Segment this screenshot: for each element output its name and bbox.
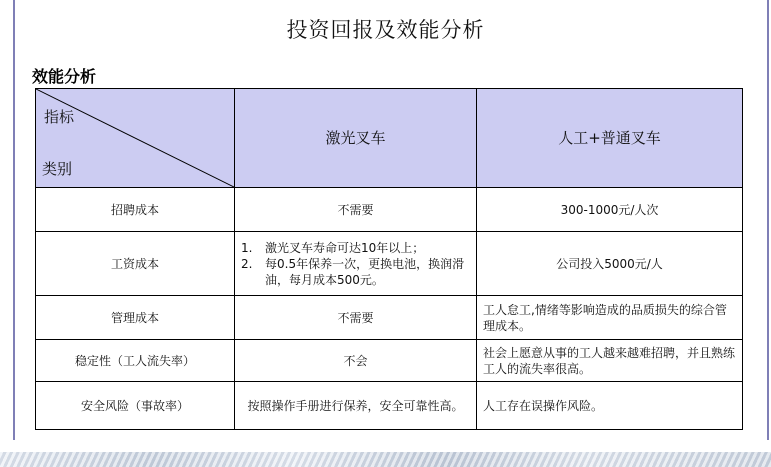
laser-cell <box>235 232 477 296</box>
manual-cell: 工人怠工,情绪等影响造成的品质损失的综合管理成本。 <box>477 296 743 340</box>
laser-cell: 不会 <box>235 340 477 382</box>
list-item <box>241 240 470 256</box>
column-header-laser-forklift: 激光叉车 <box>235 89 477 188</box>
list-number: 1. <box>241 240 253 255</box>
table-header-row <box>36 89 743 188</box>
table-row <box>36 340 743 382</box>
manual-cell: 300-1000元/人次 <box>477 188 743 232</box>
list-text: 每0.5年保养一次，更换电池，换润滑油，每月成本500元。 <box>265 256 465 287</box>
table-row <box>36 382 743 430</box>
laser-cell: 不需要 <box>235 188 477 232</box>
efficiency-table <box>35 88 743 430</box>
row-category: 工资成本 <box>36 232 235 296</box>
table-row <box>36 296 743 340</box>
manual-cell: 公司投入5000元/人 <box>477 232 743 296</box>
row-category: 安全风险（事故率） <box>36 382 235 430</box>
laser-cell: 按照操作手册进行保养，安全可靠性高。 <box>235 382 477 430</box>
footer-decor-band <box>0 452 771 467</box>
laser-cell: 不需要 <box>235 296 477 340</box>
table-row <box>36 232 743 296</box>
row-category: 招聘成本 <box>36 188 235 232</box>
corner-category-label: 类别 <box>42 160 73 178</box>
column-header-manual-forklift: 人工+普通叉车 <box>477 89 743 188</box>
manual-cell: 人工存在误操作风险。 <box>477 382 743 430</box>
list-number: 2. <box>241 256 253 271</box>
left-border-rule <box>13 0 15 440</box>
list-text: 激光叉车寿命可达10年以上； <box>265 240 425 255</box>
right-border-rule <box>767 0 769 440</box>
corner-metric-label: 指标 <box>44 108 75 126</box>
section-title: 效能分析 <box>32 67 97 86</box>
manual-cell: 社会上愿意从事的工人越来越难招聘，并且熟练工人的流失率很高。 <box>477 340 743 382</box>
row-category: 管理成本 <box>36 296 235 340</box>
table-row <box>36 188 743 232</box>
slide-title: 投资回报及效能分析 <box>286 18 485 42</box>
corner-header-cell <box>36 89 235 188</box>
laser-note-list <box>241 240 470 288</box>
list-item <box>241 256 470 288</box>
row-category: 稳定性（工人流失率） <box>36 340 235 382</box>
